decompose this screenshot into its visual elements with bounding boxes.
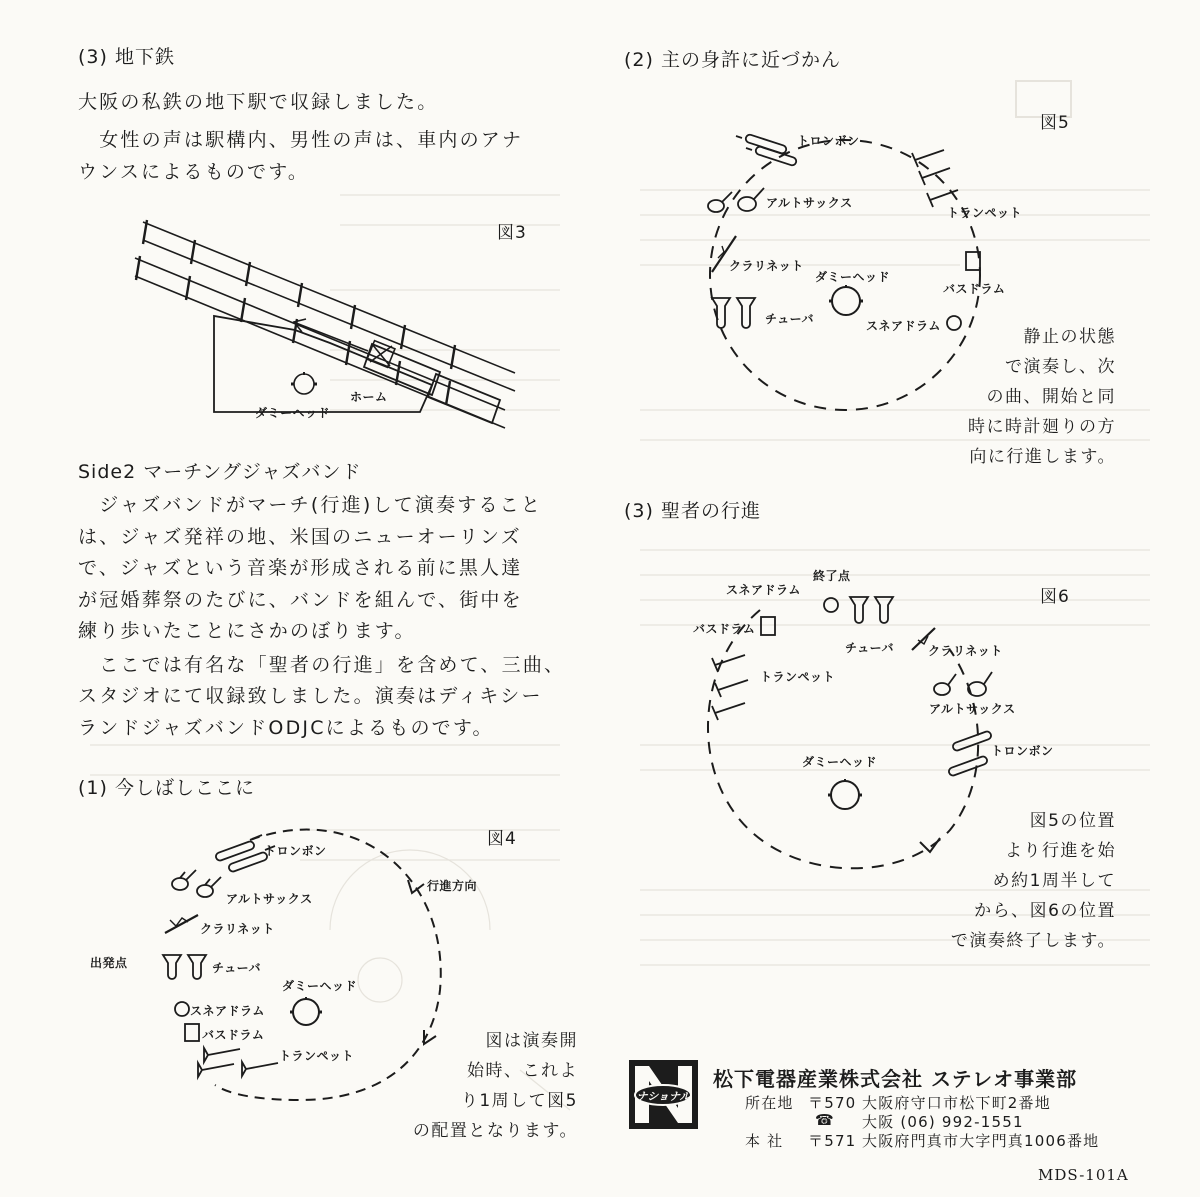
figure-5-trumpet-label: トランペット	[947, 206, 1023, 220]
figure-4-clarinet-label: クラリネット	[200, 922, 275, 936]
phone-number: 大阪 (06) 992-1551	[862, 1113, 1024, 1131]
phone-icon: ☎	[815, 1111, 835, 1129]
paragraph-line: スタジオにて収録致しました。演奏はディキシー	[78, 685, 543, 707]
figure-4-alto-sax-label: アルトサックス	[226, 892, 313, 906]
figure-6-alto-sax-label: アルトサックス	[929, 702, 1016, 716]
figure-5-tuba-label: チューバ	[765, 312, 815, 326]
caption-line: 図は演奏開	[485, 1031, 578, 1051]
trombone-icon	[948, 730, 992, 776]
caption-line: 時に時計廻りの方	[968, 417, 1116, 437]
caption-line: から、図6の位置	[974, 901, 1116, 921]
figure-6-tuba-label: チューバ	[845, 641, 895, 655]
national-logo	[629, 1060, 698, 1129]
paragraph-line: 女性の声は駅構内、男性の声は、車内のアナ	[78, 129, 524, 151]
trumpet-icon	[712, 655, 748, 720]
paragraph-line: ジャズバンドがマーチ(行進)して演奏すること	[78, 494, 543, 516]
figure-5-bass-drum-label: バスドラム	[943, 282, 1006, 296]
figure-4-bass-drum-label: バスドラム	[202, 1028, 265, 1042]
figure-4-title: 図4	[487, 829, 517, 849]
figure-3-title: 図3	[497, 223, 527, 243]
figure-4-trumpet-label: トランペット	[279, 1049, 355, 1063]
figure-5-snare-label: スネアドラム	[866, 319, 941, 333]
headquarters-label: 本 社	[745, 1132, 784, 1150]
paragraph-line: 大阪の私鉄の地下駅で収録しました。	[78, 91, 439, 113]
paragraph-line: 練り歩いたことにさかのぼります。	[78, 620, 416, 642]
figure-4-dummy-head-label: ダミーヘッド	[282, 979, 358, 993]
dummy-head-icon	[828, 779, 862, 809]
song3-heading: (3) 聖者の行進	[624, 500, 761, 522]
figure-6-bass-drum-label: バスドラム	[693, 622, 756, 636]
figure-5-clarinet-label: クラリネット	[729, 259, 804, 273]
figure-6-title: 図6	[1040, 587, 1070, 607]
figure-4-snare-label: スネアドラム	[190, 1004, 265, 1018]
national-logo-text: ナショナル	[636, 1090, 691, 1103]
paragraph-line: が冠婚葬祭のたびに、バンドを組んで、街中を	[78, 588, 523, 611]
company-name: 松下電器産業株式会社 ステレオ事業部	[713, 1067, 1078, 1091]
caption-line: 向に行進します。	[969, 447, 1116, 467]
bass-drum-icon	[761, 617, 775, 635]
caption-line: の曲、開始と同	[986, 387, 1116, 407]
caption-line: の配置となります。	[412, 1121, 578, 1141]
side2-heading: Side2 マーチングジャズバンド	[78, 461, 362, 483]
snare-drum-icon	[824, 598, 838, 612]
tuba-icon	[850, 597, 893, 623]
figure-5-dummy-head-label: ダミーヘッド	[815, 270, 891, 284]
figure-6-snare-label: スネアドラム	[726, 583, 801, 597]
address-2: 大阪府門真市大字門真1006番地	[862, 1132, 1100, 1150]
figure-6-caption	[880, 806, 1116, 956]
caption-line: 静止の状態	[1023, 327, 1116, 347]
postal-code-2: 〒571	[808, 1132, 857, 1150]
caption-line: で演奏し、次	[1005, 357, 1116, 377]
figure-6-trombone-label: トロンボン	[991, 744, 1054, 758]
figure-6-end-point-label: 終了点	[813, 569, 851, 583]
figure-6-dummy-head-label: ダミーヘッド	[802, 755, 878, 769]
figure-5-trombone-label: トロンボン	[797, 134, 860, 148]
caption-line: め約1周半して	[992, 871, 1116, 891]
location-label: 所在地	[745, 1094, 794, 1112]
song1-heading: (1) 今しばしここに	[78, 777, 255, 799]
figure-5-alto-sax-label: アルトサックス	[766, 196, 853, 210]
figure-4-tuba-label: チューバ	[212, 961, 262, 975]
caption-line: 図5の位置	[1029, 811, 1116, 831]
caption-line: 始時、これよ	[467, 1061, 578, 1081]
paragraph-line: ウンスによるものです。	[78, 161, 310, 183]
figure-3-home-label: ホーム	[350, 390, 388, 404]
paragraph-line: ランドジャズバンドODJCによるものです。	[78, 716, 494, 739]
song2-heading: (2) 主の身許に近づかん	[624, 49, 841, 71]
figure-6-trumpet-label: トランペット	[760, 670, 836, 684]
catalog-number: MDS-101A	[1038, 1166, 1129, 1184]
figure-4-trombone-label: トロンボン	[264, 844, 327, 858]
alto-sax-icon	[934, 672, 992, 696]
postal-code-1: 〒570	[808, 1094, 857, 1112]
caption-line: で演奏終了します。	[950, 931, 1116, 951]
subway-heading: (3) 地下鉄	[78, 46, 175, 68]
paragraph-line: ここでは有名な「聖者の行進」を含めて、三曲、	[78, 653, 566, 676]
figure-3-dummy-head-label: ダミーヘッド	[255, 406, 331, 420]
figure-4-start-point-label: 出発点	[90, 956, 128, 970]
figure-4-direction-label: 行進方向	[427, 879, 478, 893]
address-1: 大阪府守口市松下町2番地	[862, 1094, 1051, 1112]
caption-line: り1周して図5	[460, 1091, 578, 1111]
caption-line: より行進を始	[1005, 841, 1116, 861]
figure-6-clarinet-label: クラリネット	[928, 644, 1003, 658]
figure-5-title: 図5	[1040, 113, 1070, 133]
paragraph-line: は、ジャズ発祥の地、米国のニューオーリンズ	[78, 525, 522, 548]
paragraph-line: で、ジャズという音楽が形成される前に黒人達	[78, 557, 523, 579]
